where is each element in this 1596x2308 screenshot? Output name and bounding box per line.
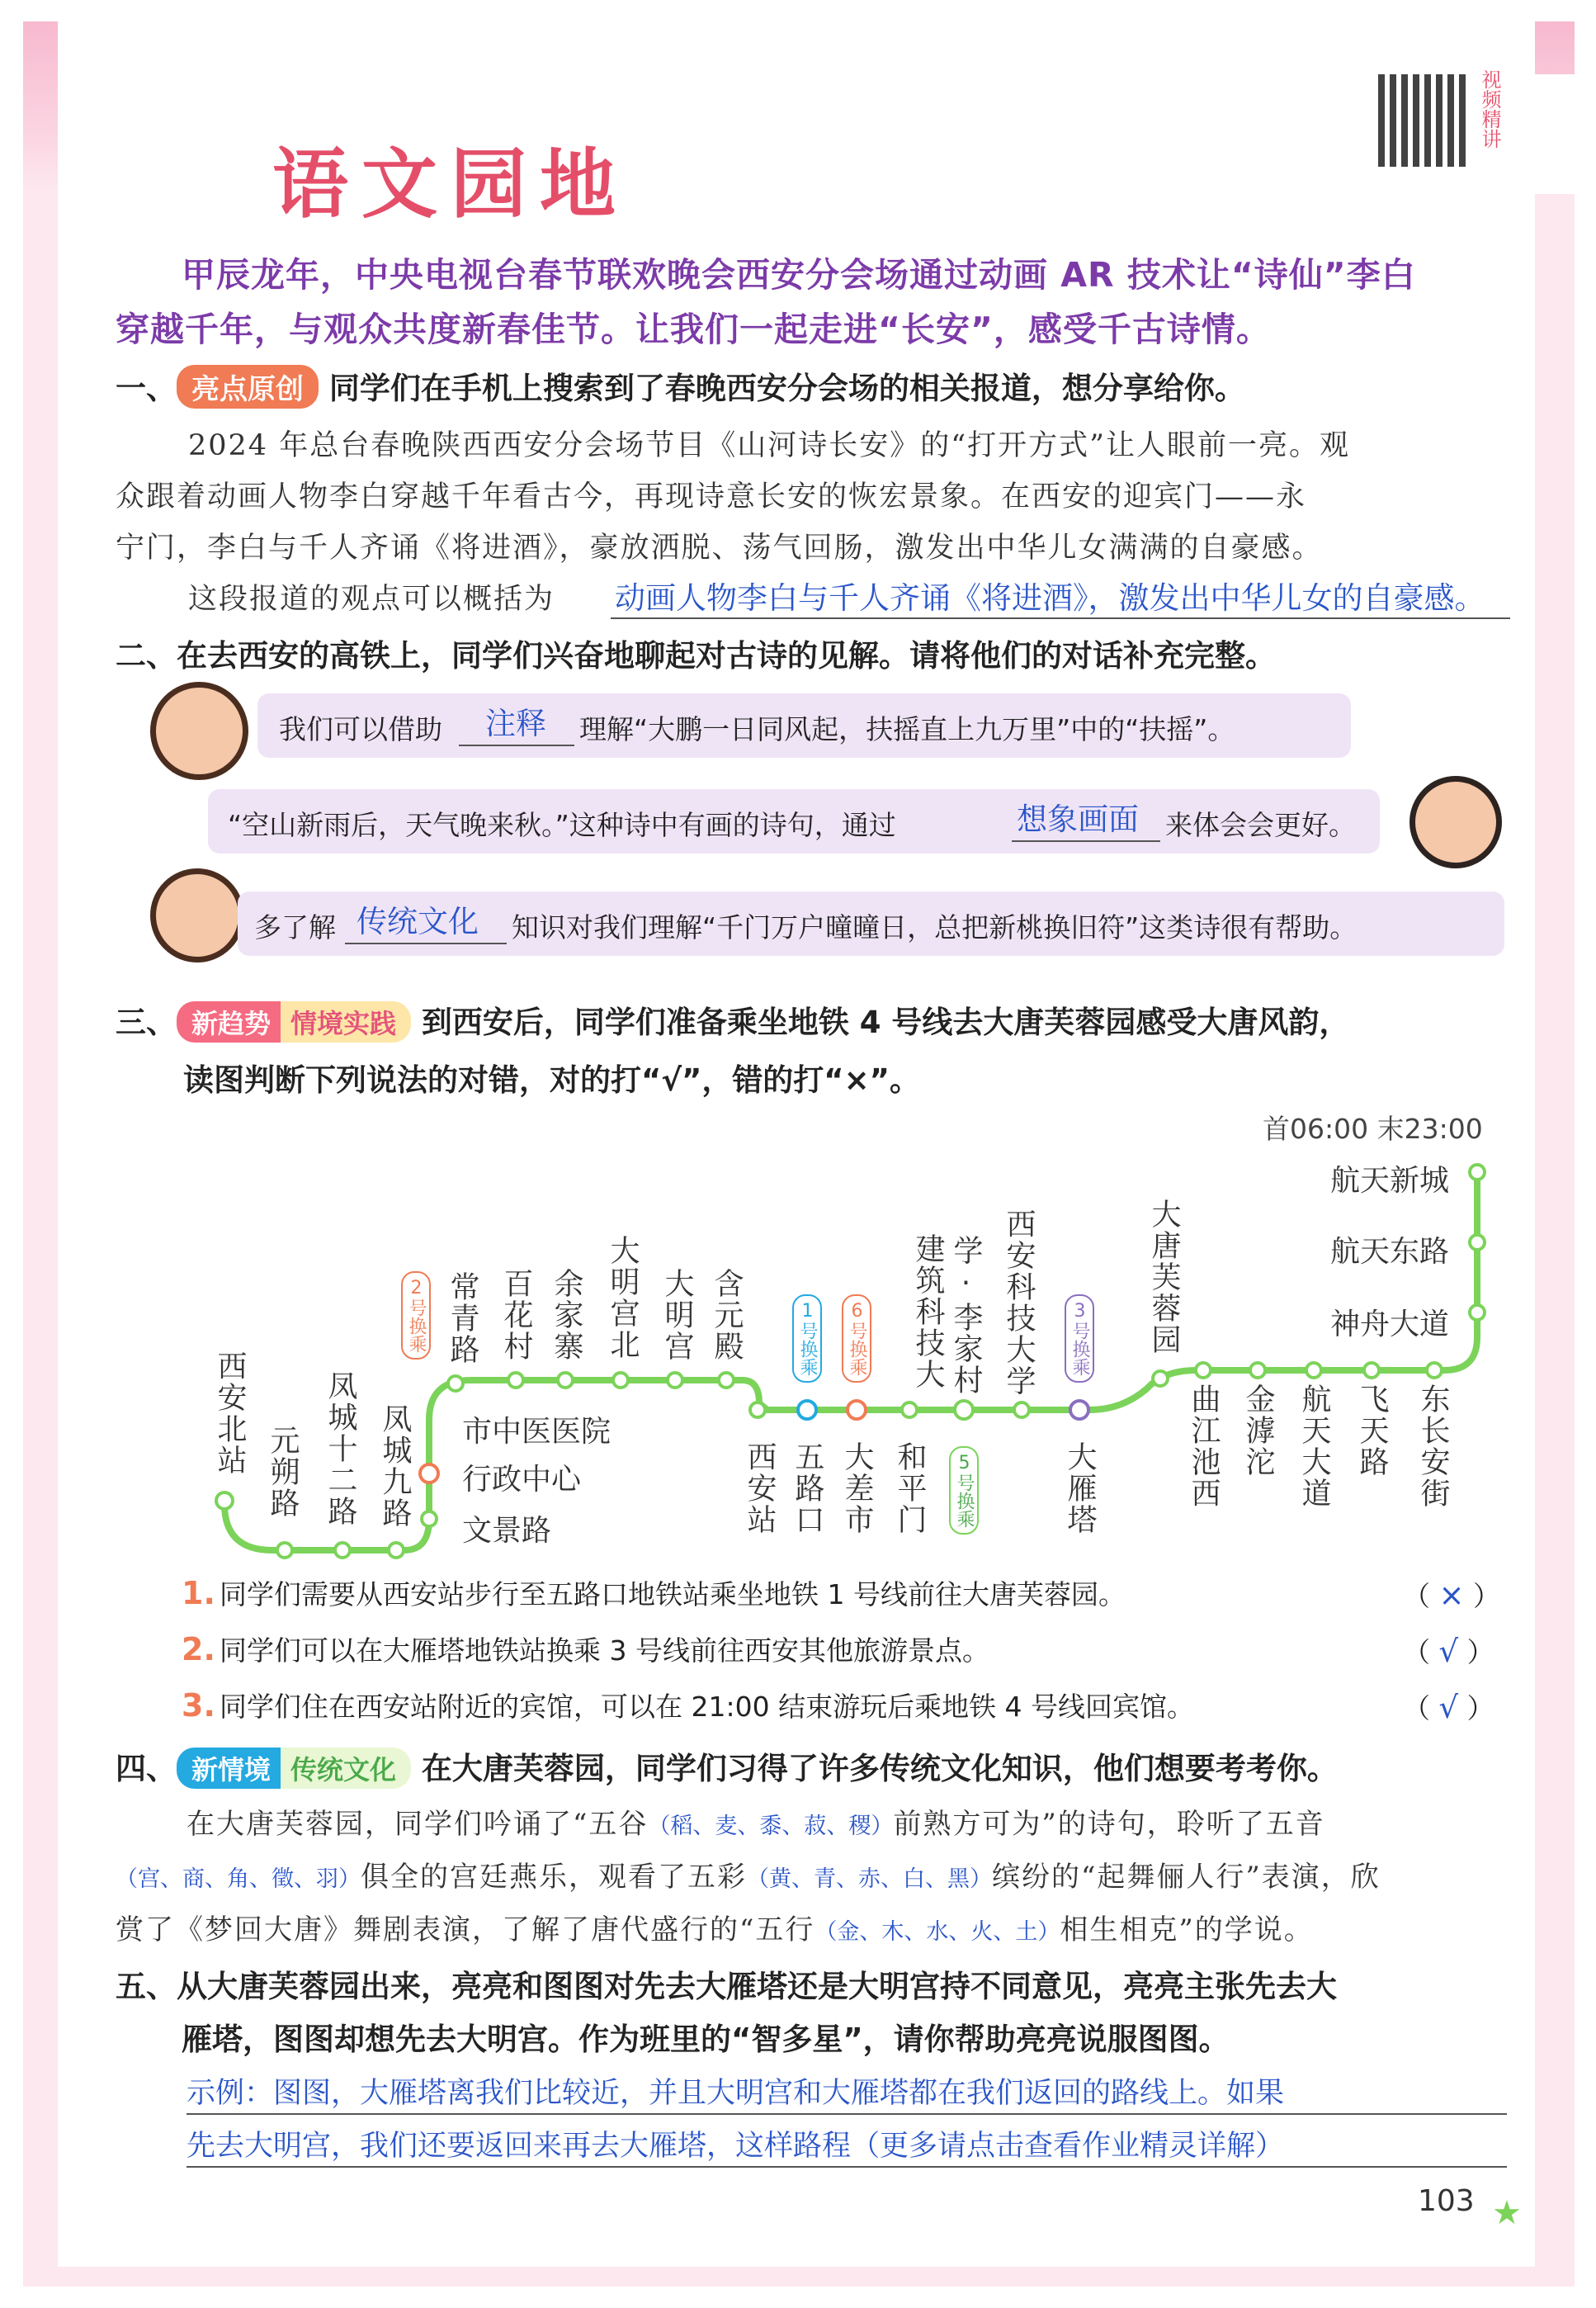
station-label: 学·李家村: [949, 1235, 983, 1396]
station-label: 航天大道: [1297, 1383, 1331, 1509]
transfer-badge: 2号换乘: [401, 1271, 431, 1360]
station-label: 市中医医院: [462, 1415, 611, 1449]
station-label: 西安北站: [213, 1350, 247, 1476]
boy-avatar-icon: [1409, 776, 1502, 868]
station-label: 建筑科技大: [911, 1233, 945, 1390]
transfer-badge: 3号换乘: [1065, 1294, 1094, 1383]
station-label: 文景路: [462, 1514, 552, 1548]
transfer-badge: 1号换乘: [792, 1294, 822, 1383]
station-label: 大雁塔: [1063, 1441, 1097, 1535]
station-label: 西安站: [743, 1441, 777, 1535]
q1-prefix: 一、: [116, 371, 177, 406]
bubble-3-answer: 传统文化: [357, 904, 479, 939]
q4-text-part: 相生相克”的学说。: [1060, 1913, 1314, 1946]
q4-prefix: 四、: [116, 1751, 177, 1786]
q5-answer-line-1: [187, 2113, 1507, 2115]
q4-note: （黄、青、赤、白、黑）: [747, 1866, 992, 1892]
station-label: 常青路: [446, 1271, 479, 1365]
q1-text: 同学们在手机上搜索到了春晚西安分会场的相关报道，想分享给你。: [328, 371, 1245, 406]
q3-item-2-answer: （ √ ）: [1403, 1634, 1494, 1669]
intro-line-1: 甲辰龙年，中央电视台春节联欢晚会西安分会场通过动画 AR 技术让“诗仙”李白: [182, 255, 1416, 295]
station-label: 余家寨: [550, 1268, 583, 1362]
q1-tag: 亮点原创: [177, 365, 319, 409]
station-label: 凤城九路: [378, 1403, 412, 1529]
bubble-1-line: [459, 745, 574, 746]
station-label: 凤城十二路: [323, 1370, 357, 1527]
q3-item-text: 同学们需要从西安站步行至五路口地铁站乘坐地铁 1 号线前往大唐芙蓉园。: [219, 1578, 1126, 1610]
bubble-1-pre: 我们可以借助: [279, 713, 442, 745]
q3-item-text: 同学们住在西安站附近的宾馆，可以在 21:00 结束游玩后乘地铁 4 号线回宾馆。: [219, 1691, 1195, 1723]
station-label: 五路口: [791, 1441, 824, 1535]
transfer-badge: 5号换乘: [949, 1446, 979, 1535]
bubble-2-post: 来体会会更好。: [1165, 809, 1356, 841]
bubble-2-pre: “空山新雨后，天气晚来秋。”这种诗中有画的诗句，通过: [228, 809, 896, 841]
q4-text-part: 前熟方可为”的诗句，聆听了五音: [893, 1808, 1325, 1841]
q3-item-1: [182, 1573, 1126, 1612]
q3-item-3: [182, 1686, 1194, 1724]
station-label: 含元殿: [710, 1268, 744, 1362]
bubble-2-answer: 想象画面: [1017, 802, 1139, 837]
girl-avatar-2-icon: [150, 868, 244, 962]
star-icon: ★: [1492, 2194, 1522, 2232]
metro-schedule: 首06:00 末23:00: [1263, 1113, 1483, 1145]
q3-answer: √: [1438, 1690, 1459, 1725]
station-label: 和平门: [893, 1441, 927, 1535]
bubble-1-answer: 注释: [485, 706, 546, 741]
q4-text-part: 赏了《梦回大唐》舞剧表演，了解了唐代盛行的“五行: [116, 1913, 815, 1946]
q4-tag-b: 传统文化: [281, 1748, 411, 1789]
station-label: 金滹沱: [1241, 1383, 1275, 1478]
q5-answer-2: 先去大明宫，我们还要返回来再去大雁塔，这样路程（更多请点击查看作业精灵详解）: [187, 2130, 1285, 2163]
q3-tag-a: 新趋势: [177, 1001, 281, 1043]
station-label: 行政中心: [462, 1463, 582, 1497]
q3-item-num: 1.: [182, 1575, 215, 1611]
q5-line-1: 五、从大唐芙蓉园出来，亮亮和图图对先去大雁塔还是大明宫持不同意见，亮亮主张先去大: [116, 1969, 1337, 2004]
q3-item-num: 3.: [182, 1687, 215, 1724]
station-label: 西安科技大学: [1002, 1208, 1036, 1397]
q3-item-num: 2.: [182, 1631, 215, 1667]
station-label: 东长安街: [1416, 1383, 1450, 1509]
q5-answer-1: 示例：图图，大雁塔离我们比较近，并且大明宫和大雁塔都在我们返回的路线上。如果: [187, 2077, 1285, 2110]
q5-answer-line-2: [187, 2166, 1507, 2168]
q1-para-3: 宁门，李白与千人齐诵《将进酒》，豪放洒脱、荡气回肠，激发出中华儿女满满的自豪感。: [116, 532, 1323, 565]
q3-answer: √: [1438, 1634, 1459, 1669]
q5-line-2: 雁塔，图图却想先去大明宫。作为班里的“智多星”，请你帮助亮亮说服图图。: [182, 2022, 1230, 2057]
station-label: 大唐芙蓉园: [1147, 1199, 1181, 1355]
station-label: 飞天路: [1355, 1383, 1389, 1478]
q3-item-2: [182, 1629, 989, 1668]
station-label: 神舟大道: [1330, 1308, 1450, 1341]
q3-answer: ×: [1438, 1577, 1465, 1613]
q4-text-part: 在大唐芙蓉园，同学们吟诵了“五谷: [187, 1808, 649, 1841]
intro-line-2: 穿越千年，与观众共度新春佳节。让我们一起走进“长安”，感受千古诗情。: [116, 310, 1271, 349]
station-label: 大差市: [840, 1441, 874, 1535]
q4-line-1: [187, 1801, 1325, 1842]
station-label: 大明宫北: [606, 1235, 640, 1360]
station-label: 航天新城: [1330, 1164, 1450, 1198]
q4-text-part: 缤纷的“起舞俪人行”表演，欣: [992, 1861, 1381, 1894]
q1-para-1: 2024 年总台春晚陕西西安分会场节目《山河诗长安》的“打开方式”让人眼前一亮。观: [188, 429, 1350, 462]
bubble-3-pre: 多了解: [254, 911, 336, 944]
q3-text-1: 到西安后，同学们准备乘坐地铁 4 号线去大唐芙蓉园感受大唐风韵，: [421, 1005, 1350, 1040]
bubble-3-line: [345, 943, 507, 944]
q2-heading: 二、在去西安的高铁上，同学们兴奋地聊起对古诗的见解。请将他们的对话补充完整。: [116, 638, 1276, 674]
qr-code-icon[interactable]: [1373, 69, 1476, 172]
qr-label: 视频精讲: [1478, 69, 1501, 149]
q4-heading: [116, 1743, 1338, 1789]
transfer-badge: 6号换乘: [842, 1294, 871, 1383]
q4-text: 在大唐芙蓉园，同学们习得了许多传统文化知识，他们想要考考你。: [421, 1751, 1338, 1786]
q1-answer-line: [611, 617, 1510, 619]
q3-item-3-answer: （ √ ）: [1403, 1690, 1494, 1725]
q4-note: （金、木、水、火、土）: [815, 1919, 1060, 1945]
q4-tag-a: 新情境: [177, 1748, 281, 1789]
q1-para-2: 众跟着动画人物李白穿越千年看古今，再现诗意长安的恢宏景象。在西安的迎宾门——永: [116, 480, 1307, 513]
q4-line-3: [116, 1907, 1314, 1947]
q3-prefix: 三、: [116, 1005, 177, 1040]
q3-item-1-answer: （ × ）: [1403, 1577, 1501, 1613]
station-label: 曲江池西: [1187, 1383, 1221, 1509]
q4-line-2: [116, 1854, 1381, 1894]
q4-note: （稻、麦、黍、菽、稷）: [648, 1814, 894, 1839]
q3-tag-b: 情境实践: [281, 1001, 411, 1043]
girl-avatar-icon: [150, 682, 248, 780]
station-label: 元朔路: [266, 1425, 300, 1519]
q1-heading: [116, 363, 1245, 409]
station-label: 百花村: [499, 1268, 533, 1362]
bubble-3-post: 知识对我们理解“千门万户曈曈日，总把新桃换旧符”这类诗很有帮助。: [512, 911, 1358, 944]
bubble-2-line: [1012, 840, 1160, 842]
q1-prompt: 这段报道的观点可以概括为: [188, 583, 555, 616]
station-label: 航天东路: [1330, 1235, 1450, 1269]
bubble-1-post: 理解“大鹏一日同风起，扶摇直上九万里”中的“扶摇”。: [579, 713, 1235, 745]
q1-answer: 动画人物李白与千人齐诵《将进酒》，激发出中华儿女的自豪感。: [615, 580, 1485, 616]
q4-text-part: 俱全的宫廷燕乐，观看了五彩: [361, 1861, 747, 1894]
q3-item-text: 同学们可以在大雁塔地铁站换乘 3 号线前往西安其他旅游景点。: [219, 1634, 989, 1667]
q3-text-2: 读图判断下列说法的对错，对的打“√”，错的打“×”。: [183, 1062, 920, 1098]
q3-heading: [116, 997, 1349, 1043]
page-number: 103: [1418, 2184, 1475, 2218]
page-title: 语文园地: [272, 140, 630, 229]
station-label: 大明宫: [660, 1268, 694, 1362]
q4-note: （宫、商、角、徵、羽）: [116, 1866, 361, 1892]
